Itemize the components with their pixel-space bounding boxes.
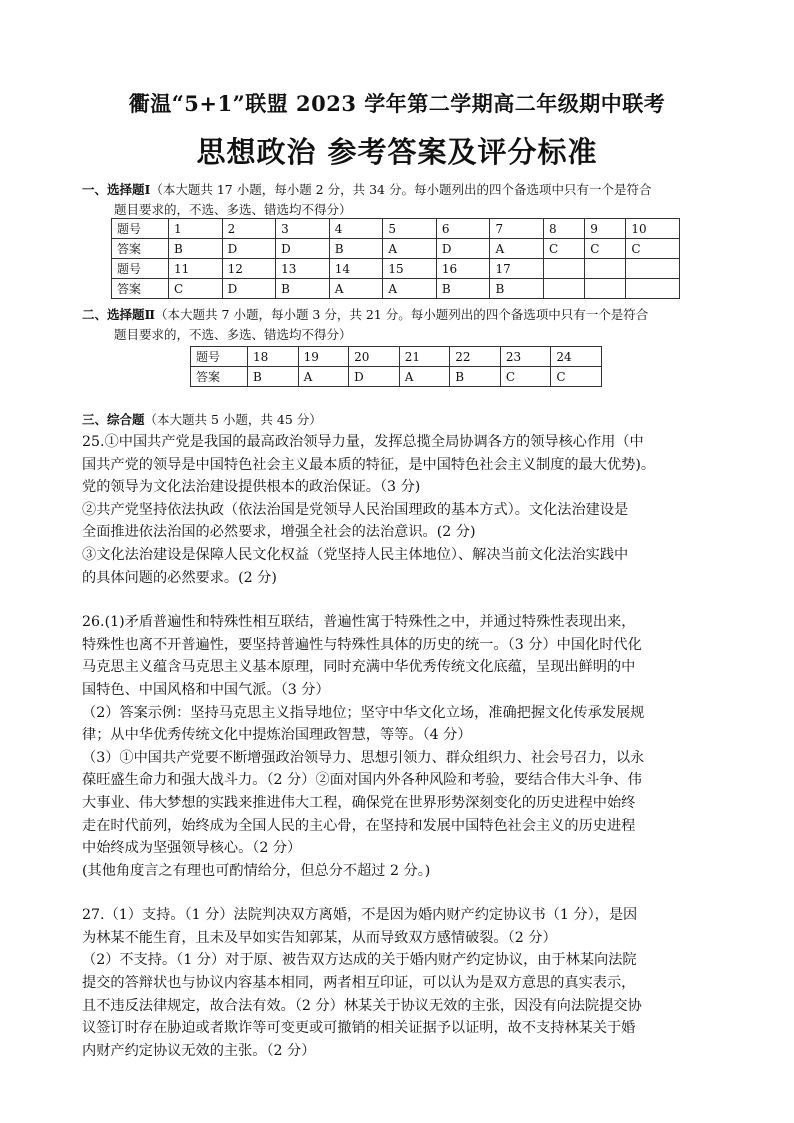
text-line: （2）答案示例：坚持马克思主义指导地位；坚守中华文化立场，准确把握文化传承发展规 [82, 704, 645, 721]
section2-desc-line1: （本大题共 7 小题，每小题 3 分，共 21 分。每小题列出的四个备选项中只有一个是符合 [155, 307, 649, 322]
table-cell: 8 [544, 219, 585, 239]
table-cell: A [490, 239, 544, 259]
section1-desc-line1: （本大题共 17 小题，每小题 2 分，共 34 分。每小题列出的四个备选项中只有一个是符合 [150, 182, 652, 197]
table-cell: 23 [500, 347, 551, 367]
table-cell: A [383, 239, 437, 259]
text-line: 走在时代前列，始终成为全国人民的主心骨，在坚持和发展中国特色社会主义的历史进程 [82, 817, 636, 834]
table-cell: 6 [436, 219, 490, 239]
text-line: 的具体问题的必然要求。(2 分) [82, 569, 277, 586]
table-cell: A [329, 279, 383, 299]
row-label: 题号 [112, 219, 169, 239]
table-cell: B [248, 367, 299, 387]
table-cell: A [383, 279, 437, 299]
table-cell: D [222, 279, 276, 299]
section2-label: 二、选择题Ⅱ [82, 307, 156, 322]
text-line: 全面推进依法治国的必然要求，增强全社会的法治意识。(2 分) [82, 524, 476, 541]
table-row [191, 347, 602, 367]
comprehensive-answers [82, 431, 722, 1062]
table-cell: 24 [551, 347, 602, 367]
table-cell: 13 [276, 259, 330, 279]
table-cell [585, 259, 626, 279]
text-line: ③文化法治建设是保障人民文化权益（党坚持人民主体地位）、解决当前文化法治实践中 [82, 546, 629, 563]
section1-heading [82, 180, 722, 220]
table-cell: C [551, 367, 602, 387]
table-cell: 1 [169, 219, 223, 239]
q27-answer [82, 904, 722, 1062]
text-line: 且不违反法律规定，故合法有效。（2 分）林某关于协议无效的主张，因没有向法院提交协 [82, 997, 642, 1014]
section2-answer-table [190, 346, 602, 387]
table-cell: C [544, 239, 585, 259]
text-line: 为林某不能生育，且未及早如实告知郭某，从而导致双方感情破裂。（2 分） [82, 929, 557, 946]
text-line: 26.(1)矛盾普遍性和特殊性相互联结，普遍性寓于特殊性之中，并通过特殊性表现出来， [82, 614, 636, 631]
table-cell: 21 [399, 347, 450, 367]
table-cell: 10 [626, 219, 680, 239]
table-cell [585, 279, 626, 299]
table-cell: 3 [276, 219, 330, 239]
table-cell: 11 [169, 259, 223, 279]
table-row [112, 259, 680, 279]
table-cell: 17 [490, 259, 544, 279]
table-cell: 22 [450, 347, 501, 367]
row-label: 答案 [191, 367, 248, 387]
table-cell: 2 [222, 219, 276, 239]
table-cell: A [298, 367, 349, 387]
text-line: 议签订时存在胁迫或者欺诈等可变更或可撤销的相关证据予以证明，故不支持林某关于婚 [82, 1020, 636, 1037]
q25-answer [82, 431, 722, 589]
table-row [191, 367, 602, 387]
table-cell: 7 [490, 219, 544, 239]
text-line: 25.①中国共产党是我国的最高政治领导力量，发挥总揽全局协调各方的领导核心作用（中 [82, 434, 644, 450]
text-line: 大事业、伟大梦想的实践来推进伟大工程，确保党在世界形势深刻变化的历史进程中始终 [82, 794, 636, 811]
table-cell: B [329, 239, 383, 259]
section3-label: 三、综合题 [82, 412, 145, 427]
table-cell: 20 [349, 347, 400, 367]
table-cell: 19 [298, 347, 349, 367]
table-cell: 15 [383, 259, 437, 279]
table-cell [626, 279, 680, 299]
row-label: 答案 [112, 279, 169, 299]
q26-answer [82, 611, 722, 882]
table-cell: B [490, 279, 544, 299]
table-cell: D [222, 239, 276, 259]
section2-heading [82, 305, 722, 345]
table-cell: B [450, 367, 501, 387]
section1-label: 一、选择题Ⅰ [82, 182, 151, 197]
text-line: ②共产党坚持依法执政（依法治国是党领导人民治国理政的基本方式）。文化法治建设是 [82, 501, 629, 518]
row-label: 题号 [112, 259, 169, 279]
text-line: 特殊性也离不开普遍性，要坚持普遍性与特殊性具体的历史的统一。（3 分）中国化时代化 [82, 636, 642, 653]
table-cell: B [436, 279, 490, 299]
table-cell: C [500, 367, 551, 387]
page-title: 思想政治 参考答案及评分标准 [196, 135, 598, 169]
table-cell: B [276, 279, 330, 299]
table-cell [626, 259, 680, 279]
table-cell: 9 [585, 219, 626, 239]
table-cell: 12 [222, 259, 276, 279]
text-line: （3）①中国共产党要不断增强政治领导力、思想引领力、群众组织力、社会号召力，以永 [82, 749, 645, 766]
text-line: 马克思主义蕴含马克思主义基本原理，同时充满中华优秀传统文化底蕴，呈现出鲜明的中 [82, 659, 636, 676]
table-row [112, 219, 680, 239]
table-cell [544, 279, 585, 299]
section1-answer-table [111, 218, 680, 299]
table-cell: 5 [383, 219, 437, 239]
table-cell: D [436, 239, 490, 259]
section3-desc: （本大题共 5 小题，共 45 分） [144, 412, 322, 427]
table-cell: 4 [329, 219, 383, 239]
table-cell: C [626, 239, 680, 259]
row-label: 题号 [191, 347, 248, 367]
text-line: 党的领导为文化法治建设提供根本的政治保证。（3 分) [82, 479, 421, 496]
section3-heading [82, 410, 722, 430]
table-cell: 14 [329, 259, 383, 279]
table-cell: C [585, 239, 626, 259]
table-cell: A [399, 367, 450, 387]
text-line: 内财产约定协议无效的主张。（2 分） [82, 1042, 316, 1059]
text-line: 国特色、中国风格和中国气派。（3 分） [82, 681, 330, 698]
table-cell [544, 259, 585, 279]
text-line: 提交的答辩状也与协议内容基本相同，两者相互印证，可以认为是双方意思的真实表示， [82, 975, 636, 992]
section2-desc-line2: 题目要求的，不选、多选、错选均不得分） [114, 327, 352, 342]
table-row [112, 279, 680, 299]
text-line: 27.（1）支持。（1 分）法院判决双方离婚，不是因为婚内财产约定协议书（1 分），是因 [82, 907, 638, 924]
text-line: 葆旺盛生命力和强大战斗力。（2 分）②面对国内外各种风险和考验，要结合伟大斗争、伟 [82, 772, 642, 789]
table-cell: 16 [436, 259, 490, 279]
text-line: (其他角度言之有理也可酌情给分，但总分不超过 2 分。) [82, 862, 431, 879]
text-line: 律；从中华优秀传统文化中提炼治国理政智慧，等等。（4 分） [82, 727, 472, 744]
table-cell: D [349, 367, 400, 387]
table-row [112, 239, 680, 259]
table-cell: D [276, 239, 330, 259]
exam-title: 衢温“5+1”联盟 2023 学年第二学期高二年级期中联考 [128, 91, 666, 116]
text-line: （2）不支持。（1 分）对于原、被告双方达成的关于婚内财产约定协议，由于林某向法院 [82, 952, 637, 969]
text-line: 国共产党的领导是中国特色社会主义最本质的特征，是中国特色社会主义制度的最大优势)。 [82, 456, 656, 473]
row-label: 答案 [112, 239, 169, 259]
table-cell: B [169, 239, 223, 259]
section1-desc-line2: 题目要求的，不选、多选、错选均不得分） [114, 202, 352, 217]
table-cell: 18 [248, 347, 299, 367]
text-line: 中始终成为坚强领导核心。（2 分） [82, 840, 302, 857]
table-cell: C [169, 279, 223, 299]
